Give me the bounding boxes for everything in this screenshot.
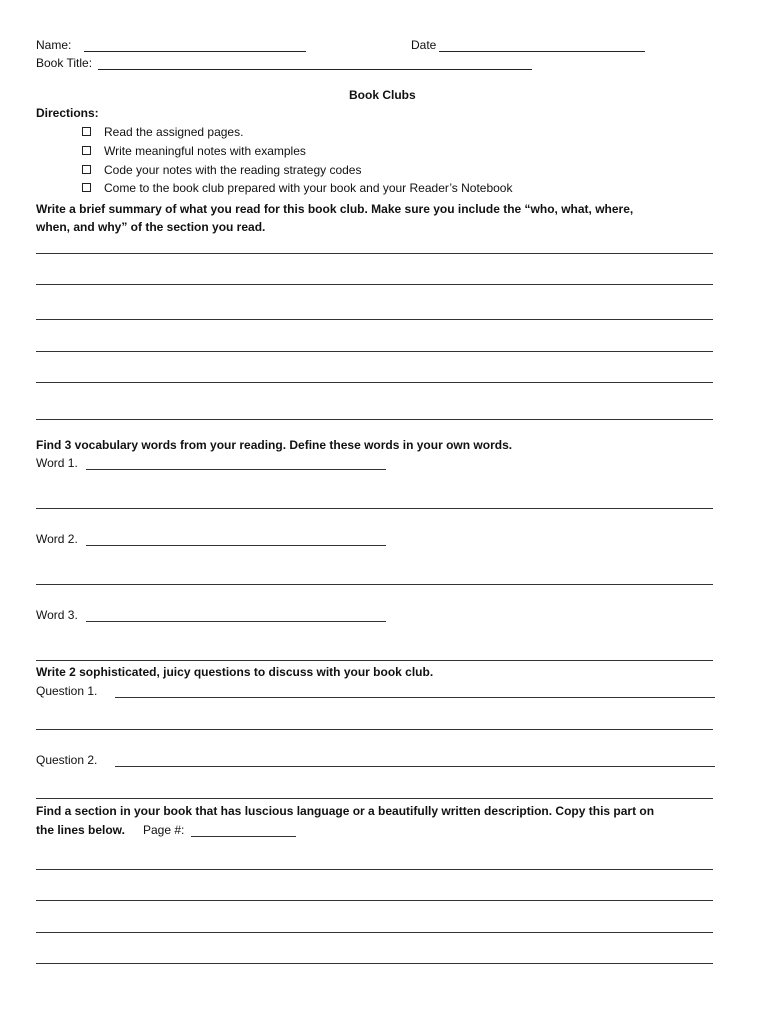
direction-item: Code your notes with the reading strategy codes (104, 163, 362, 177)
summary-answer-line[interactable] (36, 351, 713, 352)
summary-prompt: Write a brief summary of what you read for this book club. Make sure you include the “who, what, where, (36, 202, 634, 216)
checkbox-icon[interactable] (82, 165, 91, 174)
page-title: Book Clubs (349, 88, 416, 102)
copy-line[interactable] (36, 900, 713, 901)
page-number-label: Page #: (143, 823, 185, 837)
definition-line[interactable] (36, 660, 713, 661)
summary-answer-line[interactable] (36, 419, 713, 420)
direction-item: Write meaningful notes with examples (104, 144, 306, 158)
copy-line[interactable] (36, 963, 713, 964)
book-title-field[interactable] (98, 69, 532, 70)
language-prompt: Find a section in your book that has luscious language or a beautifully written description. Copy this part on (36, 804, 655, 818)
questions-prompt: Write 2 sophisticated, juicy questions to discuss with your book club. (36, 665, 434, 679)
direction-item: Read the assigned pages. (104, 125, 244, 139)
directions-heading: Directions: (36, 106, 99, 120)
date-label: Date (411, 38, 437, 52)
checkbox-icon[interactable] (82, 183, 91, 192)
word-label: Word 2. (36, 532, 78, 546)
word-field[interactable] (86, 545, 386, 546)
checkbox-icon[interactable] (82, 127, 91, 136)
copy-line[interactable] (36, 932, 713, 933)
definition-line[interactable] (36, 508, 713, 509)
name-label: Name: (36, 38, 72, 52)
definition-line[interactable] (36, 584, 713, 585)
name-field[interactable] (84, 51, 306, 52)
question-label: Question 1. (36, 684, 98, 698)
summary-prompt-continued: when, and why” of the section you read. (36, 220, 266, 234)
question-label: Question 2. (36, 753, 98, 767)
summary-answer-line[interactable] (36, 253, 713, 254)
book-title-label: Book Title: (36, 56, 93, 70)
summary-answer-line[interactable] (36, 382, 713, 383)
word-label: Word 3. (36, 608, 78, 622)
copy-line[interactable] (36, 869, 713, 870)
question-answer-line[interactable] (36, 729, 713, 730)
question-answer-line[interactable] (36, 798, 713, 799)
page-number-field[interactable] (191, 836, 296, 837)
question-field[interactable] (115, 697, 715, 698)
summary-answer-line[interactable] (36, 319, 713, 320)
language-prompt-continued: the lines below. (36, 823, 125, 837)
vocabulary-prompt: Find 3 vocabulary words from your reading. Define these words in your own words. (36, 438, 513, 452)
direction-item: Come to the book club prepared with your book and your Reader’s Notebook (104, 181, 513, 195)
question-field[interactable] (115, 766, 715, 767)
word-label: Word 1. (36, 456, 78, 470)
date-field[interactable] (439, 51, 645, 52)
summary-answer-line[interactable] (36, 284, 713, 285)
word-field[interactable] (86, 469, 386, 470)
word-field[interactable] (86, 621, 386, 622)
checkbox-icon[interactable] (82, 146, 91, 155)
